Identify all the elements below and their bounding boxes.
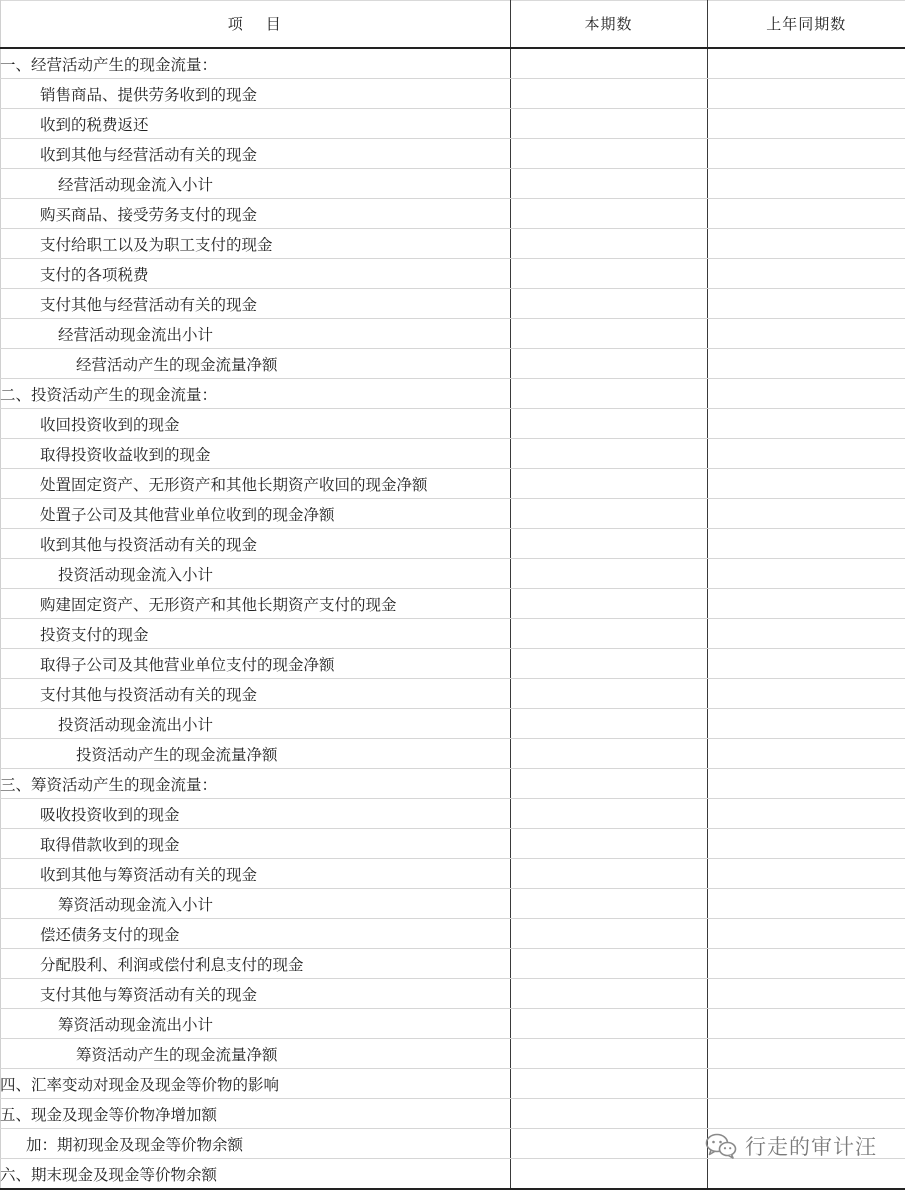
current-value-cell [510,289,707,319]
table-row [0,799,905,829]
column-header-current: 本期数 [510,0,707,48]
row-label: 经营活动产生的现金流量净额 [0,349,510,379]
prior-value-cell [707,79,905,109]
table-row [0,829,905,859]
prior-value-cell [707,619,905,649]
table-row [0,769,905,799]
prior-value-cell [707,169,905,199]
row-label: 处置固定资产、无形资产和其他长期资产收回的现金净额 [0,469,510,499]
current-value-cell [510,139,707,169]
table-row [0,919,905,949]
prior-value-cell [707,289,905,319]
current-value-cell [510,529,707,559]
wechat-icon [705,1133,737,1159]
row-label: 一、经营活动产生的现金流量： [0,48,510,79]
prior-value-cell [707,259,905,289]
table-row [0,289,905,319]
prior-value-cell [707,709,905,739]
prior-value-cell [707,379,905,409]
row-label: 四、汇率变动对现金及现金等价物的影响 [0,1069,510,1099]
watermark-text: 行走的审计汪 [745,1135,877,1159]
current-value-cell [510,649,707,679]
prior-value-cell [707,949,905,979]
current-value-cell [510,619,707,649]
table-row [0,619,905,649]
prior-value-cell [707,769,905,799]
prior-value-cell [707,1039,905,1069]
prior-value-cell [707,739,905,769]
table-row [0,1069,905,1099]
current-value-cell [510,1129,707,1159]
prior-value-cell [707,1069,905,1099]
prior-value-cell [707,649,905,679]
current-value-cell [510,919,707,949]
row-label: 支付给职工以及为职工支付的现金 [0,229,510,259]
row-label: 筹资活动现金流入小计 [0,889,510,919]
current-value-cell [510,349,707,379]
table-row [0,739,905,769]
current-value-cell [510,1099,707,1129]
current-value-cell [510,829,707,859]
current-value-cell [510,79,707,109]
prior-value-cell [707,139,905,169]
row-label: 处置子公司及其他营业单位收到的现金净额 [0,499,510,529]
table-row [0,229,905,259]
column-header-item [0,0,510,48]
table-row [0,889,905,919]
column-header-item-a: 项 [227,15,244,33]
row-label: 销售商品、提供劳务收到的现金 [0,79,510,109]
row-label: 偿还债务支付的现金 [0,919,510,949]
table-row [0,559,905,589]
prior-value-cell [707,679,905,709]
table-row [0,1099,905,1129]
row-label: 分配股利、利润或偿付利息支付的现金 [0,949,510,979]
row-label: 三、筹资活动产生的现金流量： [0,769,510,799]
prior-value-cell [707,979,905,1009]
table-row [0,529,905,559]
row-label: 收回投资收到的现金 [0,409,510,439]
current-value-cell [510,709,707,739]
prior-value-cell [707,48,905,79]
current-value-cell [510,769,707,799]
current-value-cell [510,559,707,589]
current-value-cell [510,439,707,469]
prior-value-cell [707,529,905,559]
current-value-cell [510,109,707,139]
current-value-cell [510,739,707,769]
current-value-cell [510,259,707,289]
table-row [0,709,905,739]
table-row [0,649,905,679]
current-value-cell [510,319,707,349]
table-row [0,379,905,409]
row-label: 投资活动现金流入小计 [0,559,510,589]
prior-value-cell [707,109,905,139]
row-label: 支付的各项税费 [0,259,510,289]
row-label: 投资活动现金流出小计 [0,709,510,739]
current-value-cell [510,799,707,829]
row-label: 六、期末现金及现金等价物余额 [0,1159,510,1190]
current-value-cell [510,949,707,979]
row-label: 取得投资收益收到的现金 [0,439,510,469]
row-label: 投资活动产生的现金流量净额 [0,739,510,769]
row-label: 收到其他与经营活动有关的现金 [0,139,510,169]
table-row [0,109,905,139]
current-value-cell [510,229,707,259]
prior-value-cell [707,1009,905,1039]
table-row [0,139,905,169]
prior-value-cell [707,1159,905,1190]
prior-value-cell [707,1099,905,1129]
current-value-cell [510,679,707,709]
table-row [0,48,905,79]
row-label: 加：期初现金及现金等价物余额 [0,1129,510,1159]
table-row [0,79,905,109]
prior-value-cell [707,439,905,469]
row-label: 收到的税费返还 [0,109,510,139]
current-value-cell [510,889,707,919]
current-value-cell [510,169,707,199]
row-label: 支付其他与投资活动有关的现金 [0,679,510,709]
header-row [0,0,905,48]
row-label: 筹资活动现金流出小计 [0,1009,510,1039]
current-value-cell [510,1069,707,1099]
row-label: 收到其他与筹资活动有关的现金 [0,859,510,889]
row-label: 支付其他与经营活动有关的现金 [0,289,510,319]
table-row [0,589,905,619]
row-label: 二、投资活动产生的现金流量： [0,379,510,409]
table-row [0,499,905,529]
row-label: 筹资活动产生的现金流量净额 [0,1039,510,1069]
row-label: 购建固定资产、无形资产和其他长期资产支付的现金 [0,589,510,619]
current-value-cell [510,1009,707,1039]
row-label: 吸收投资收到的现金 [0,799,510,829]
row-label: 投资支付的现金 [0,619,510,649]
current-value-cell [510,379,707,409]
row-label: 收到其他与投资活动有关的现金 [0,529,510,559]
table-row [0,1039,905,1069]
prior-value-cell [707,499,905,529]
prior-value-cell [707,889,905,919]
table-row [0,469,905,499]
current-value-cell [510,979,707,1009]
table-row [0,439,905,469]
watermark [705,1131,877,1161]
row-label: 取得子公司及其他营业单位支付的现金净额 [0,649,510,679]
table-row [0,1159,905,1190]
prior-value-cell [707,409,905,439]
prior-value-cell [707,229,905,259]
current-value-cell [510,48,707,79]
prior-value-cell [707,559,905,589]
current-value-cell [510,589,707,619]
column-header-item-b: 目 [265,15,282,33]
prior-value-cell [707,589,905,619]
prior-value-cell [707,859,905,889]
current-value-cell [510,859,707,889]
table-row [0,199,905,229]
prior-value-cell [707,469,905,499]
table-row [0,979,905,1009]
table-row [0,949,905,979]
table-row [0,259,905,289]
prior-value-cell [707,319,905,349]
prior-value-cell [707,199,905,229]
prior-value-cell [707,799,905,829]
prior-value-cell [707,349,905,379]
table-row [0,319,905,349]
row-label: 购买商品、接受劳务支付的现金 [0,199,510,229]
table-row [0,859,905,889]
current-value-cell [510,469,707,499]
table-row [0,169,905,199]
table-row [0,349,905,379]
current-value-cell [510,199,707,229]
row-label: 支付其他与筹资活动有关的现金 [0,979,510,1009]
table-row [0,409,905,439]
current-value-cell [510,1159,707,1190]
row-label: 经营活动现金流入小计 [0,169,510,199]
current-value-cell [510,1039,707,1069]
prior-value-cell [707,829,905,859]
current-value-cell [510,499,707,529]
column-header-prior: 上年同期数 [707,0,905,48]
prior-value-cell [707,919,905,949]
row-label: 经营活动现金流出小计 [0,319,510,349]
row-label: 五、现金及现金等价物净增加额 [0,1099,510,1129]
row-label: 取得借款收到的现金 [0,829,510,859]
current-value-cell [510,409,707,439]
table-row [0,679,905,709]
table-row [0,1009,905,1039]
